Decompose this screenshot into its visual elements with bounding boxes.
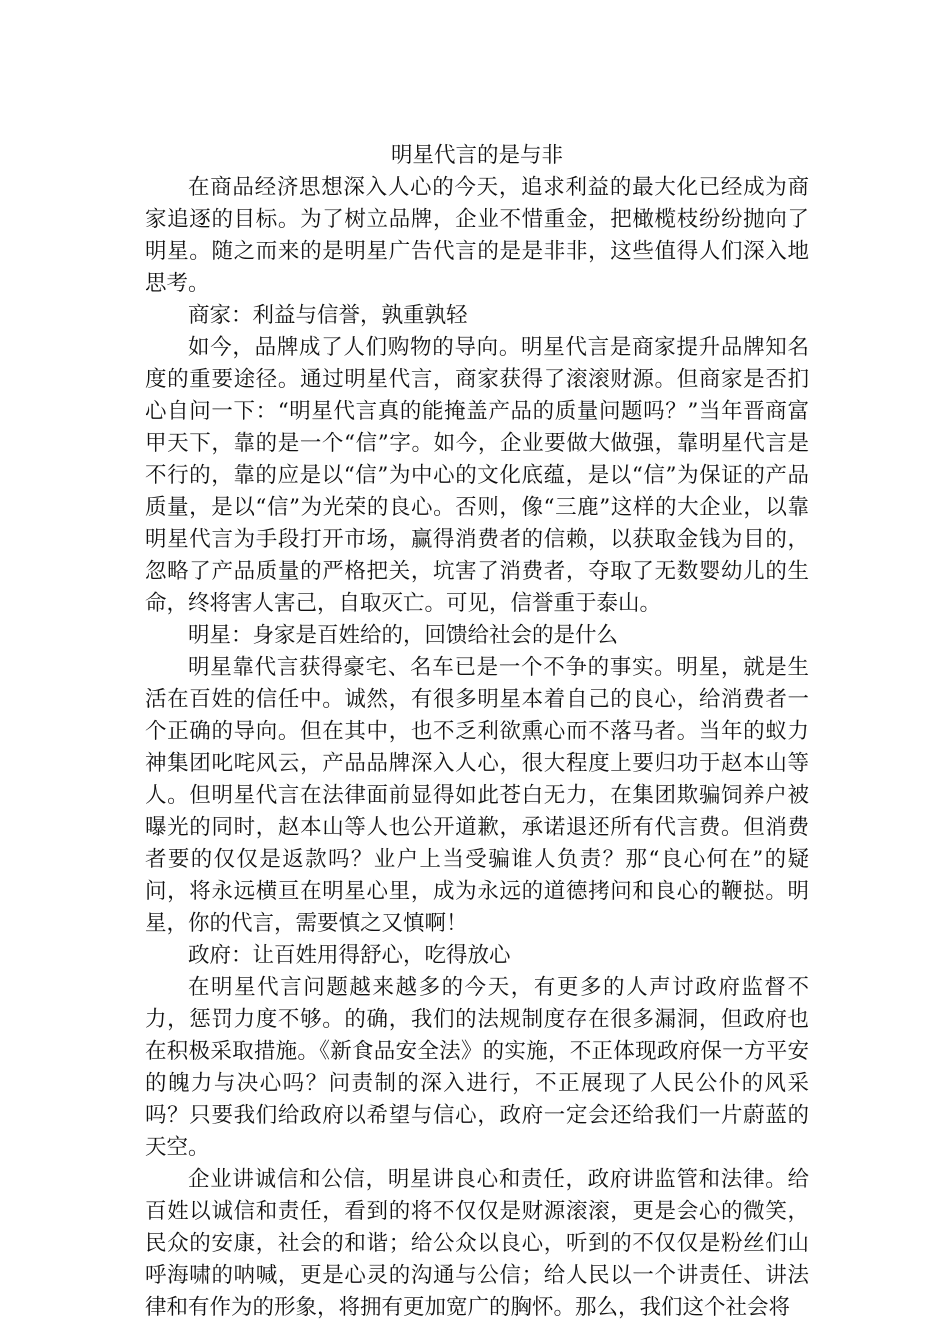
paragraph-conclusion: 企业讲诚信和公信，明星讲良心和责任，政府讲监管和法律。给百姓以诚信和责任，看到的将不仅仅是财源滚滚，更是会心的微笑，民众的安康，社会的和谐；给公众以良心，听到的不仅仅是粉丝们山呼海啸的呐喊，更是心灵的沟通与公信；给人民以一个讲责任、讲法律和有作为的形象，将拥有更加宽广的胸怀。那么，我们这个社会将 (145, 1167, 809, 1320)
paragraph-government: 在明星代言问题越来越多的今天，有更多的人声讨政府监督不力，惩罚力度不够。的确，我们的法规制度存在很多漏洞，但政府也在积极采取措施。《新食品安全法》的实施，不正体现政府保一方平安的魄力与决心吗？问责制的深入进行，不正展现了人民公仆的风采吗？只要我们给政府以希望与信心，政府一定会还给我们一片蔚蓝的天空。 (145, 975, 809, 1160)
document-title: 明星代言的是与非 (390, 143, 563, 168)
section-heading-government: 政府：让百姓用得舒心，吃得放心 (188, 943, 511, 968)
paragraph-celebrities: 明星靠代言获得豪宅、名车已是一个不争的事实。明星，就是生活在百姓的信任中。诚然，有很多明星本着自己的良心，给消费者一个正确的导向。但在其中，也不乏利欲熏心而不落马者。当年的蚁力神集团叱咤风云，产品品牌深入人心，很大程度上要归功于赵本山等人。但明星代言在法律面前显得如此苍白无力，在集团欺骗饲养户被曝光的同时，赵本山等人也公开道歉，承诺退还所有代言费。但消费者要的仅仅是返款吗？业户上当受骗谁人负责？那“良心何在”的疑问，将永远横亘在明星心里，成为永远的道德拷问和良心的鞭挞。明星，你的代言，需要慎之又慎啊！ (145, 655, 809, 936)
paragraph-intro: 在商品经济思想深入人心的今天，追求利益的最大化已经成为商家追逐的目标。为了树立品牌，企业不惜重金，把橄榄枝纷纷抛向了明星。随之而来的是明星广告代言的是是非非，这些值得人们深入地思考。 (145, 175, 809, 296)
document-page (145, 140, 809, 1324)
paragraph-merchants: 如今，品牌成了人们购物的导向。明星代言是商家提升品牌知名度的重要途径。通过明星代言，商家获得了滚滚财源。但商家是否扪心自问一下：“明星代言真的能掩盖产品的质量问题吗？”当年晋商富甲天下，靠的是一个“信”字。如今，企业要做大做强，靠明星代言是不行的，靠的应是以“信”为中心的文化底蕴，是以“信”为保证的产品质量，是以“信”为光荣的良心。否则，像“三鹿”这样的大企业，以靠明星代言为手段打开市场，赢得消费者的信赖，以获取金钱为目的，忽略了产品质量的严格把关，坑害了消费者，夺取了无数婴幼儿的生命，终将害人害己，自取灭亡。可见，信誉重于泰山。 (145, 335, 809, 616)
section-heading-merchants: 商家：利益与信誉，孰重孰轻 (188, 303, 468, 328)
section-heading-celebrities: 明星：身家是百姓给的，回馈给社会的是什么 (188, 623, 619, 648)
